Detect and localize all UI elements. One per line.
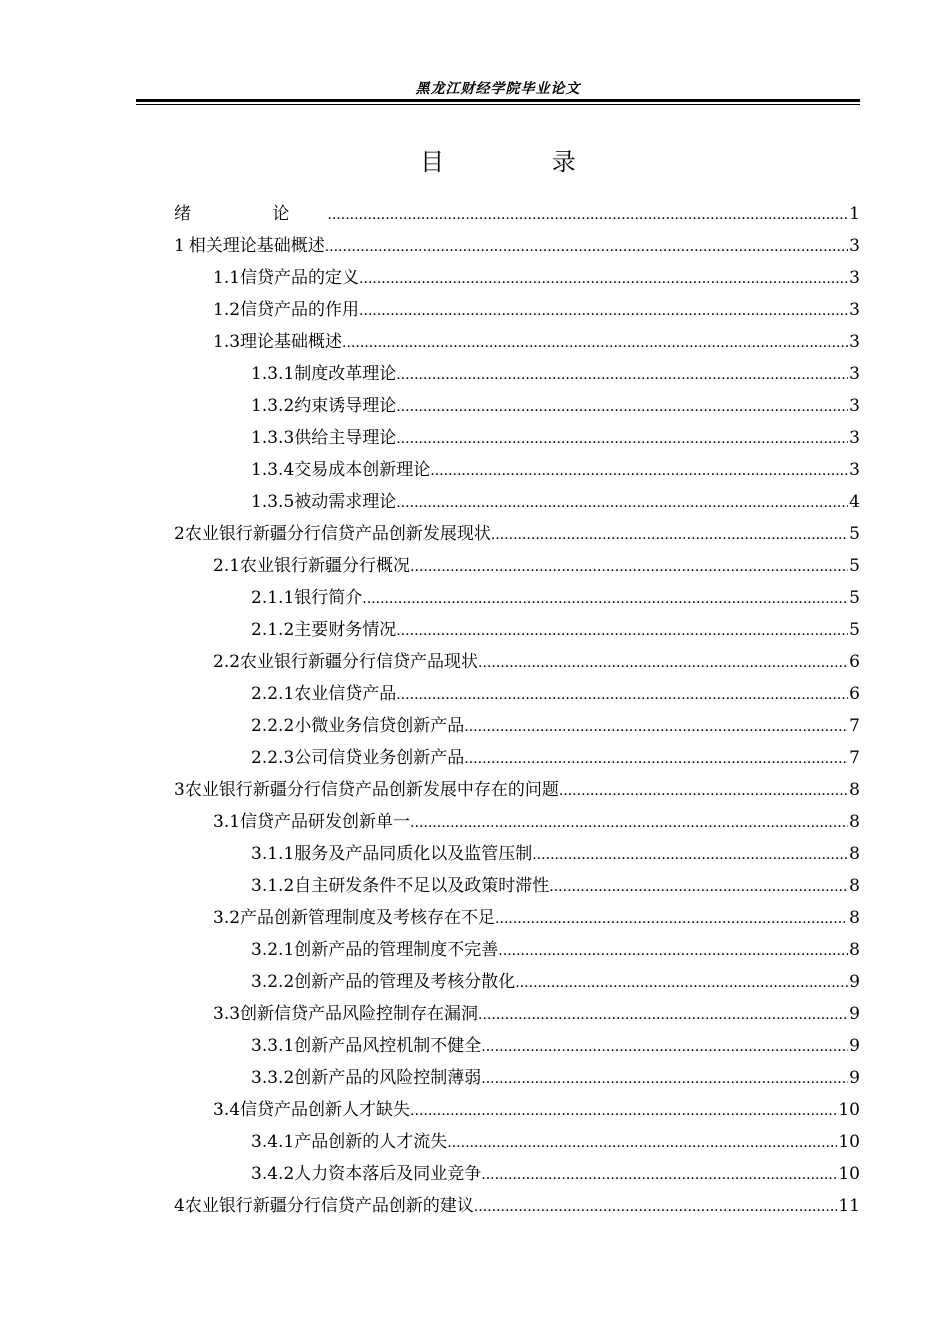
toc-entry[interactable] bbox=[213, 294, 860, 326]
toc-entry-page-number: 6 bbox=[849, 684, 860, 704]
toc-entry-title: 主要财务情况 bbox=[294, 620, 397, 640]
toc-entry-number: 3 bbox=[174, 780, 185, 800]
toc-entry-title: 信贷产品的定义 bbox=[240, 268, 360, 288]
toc-entry-title: 产品创新管理制度及考核存在不足 bbox=[240, 908, 496, 928]
toc-entry-title: 创新产品的管理及考核分散化 bbox=[294, 972, 516, 992]
toc-entry-page-number: 7 bbox=[849, 748, 860, 768]
toc-entry[interactable] bbox=[213, 646, 860, 678]
running-header: 黑龙江财经学院毕业论文 bbox=[415, 81, 581, 97]
toc-entry[interactable] bbox=[251, 678, 860, 710]
toc-entry[interactable] bbox=[251, 966, 860, 998]
toc-entry-number: 3.2.1 bbox=[251, 940, 295, 960]
toc-entry-page-number: 7 bbox=[849, 716, 860, 736]
toc-entry-title: 农业信贷产品 bbox=[294, 684, 397, 704]
toc-entry-number: 3.4.2 bbox=[251, 1164, 295, 1184]
toc-entry[interactable] bbox=[213, 326, 860, 358]
toc-entry-number: 1 bbox=[174, 236, 185, 256]
toc-entry-page-number: 3 bbox=[849, 364, 860, 384]
toc-entry[interactable] bbox=[174, 1190, 860, 1222]
toc-entry-title: 信贷产品的作用 bbox=[240, 300, 360, 320]
toc-dot-leader bbox=[430, 455, 848, 487]
toc-dot-leader bbox=[498, 935, 848, 967]
toc-dot-leader bbox=[478, 999, 848, 1031]
toc-entry-title: 信贷产品创新人才缺失 bbox=[240, 1100, 411, 1120]
toc-entry-title: 创新信贷产品风险控制存在漏洞 bbox=[240, 1004, 479, 1024]
toc-entry-page-number: 3 bbox=[849, 268, 860, 288]
toc-dot-leader bbox=[559, 775, 848, 807]
toc-entry-number: 2.1.2 bbox=[251, 620, 295, 640]
toc-entry-title: 相关理论基础概述 bbox=[188, 236, 325, 256]
toc-entry-page-number: 9 bbox=[849, 1036, 860, 1056]
toc-entry-page-number: 5 bbox=[849, 556, 860, 576]
toc-entry-page-number: 8 bbox=[849, 844, 860, 864]
toc-entry-page-number: 5 bbox=[849, 588, 860, 608]
toc-entry[interactable] bbox=[251, 486, 860, 518]
toc-entry[interactable] bbox=[251, 614, 860, 646]
toc-entry-title: 创新产品的管理制度不完善 bbox=[294, 940, 499, 960]
toc-entry-page-number: 9 bbox=[849, 1004, 860, 1024]
toc-dot-leader bbox=[549, 871, 848, 903]
toc-entry-page-number: 8 bbox=[849, 812, 860, 832]
toc-entry[interactable] bbox=[251, 870, 860, 902]
toc-entry-number: 1.3.3 bbox=[251, 428, 295, 448]
toc-entry-page-number: 3 bbox=[849, 300, 860, 320]
toc-entry[interactable] bbox=[213, 1094, 860, 1126]
toc-entry-number: 1.1 bbox=[213, 268, 241, 288]
toc-dot-leader bbox=[447, 1127, 837, 1159]
toc-dot-leader bbox=[342, 327, 848, 359]
toc-entry-title: 小微业务信贷创新产品 bbox=[294, 716, 465, 736]
toc-entry[interactable] bbox=[251, 1126, 860, 1158]
toc-entry-number: 1.3.1 bbox=[251, 364, 295, 384]
toc-dot-leader bbox=[327, 199, 848, 231]
toc-entry-title: 创新产品的风险控制薄弱 bbox=[294, 1068, 482, 1088]
toc-entry-number: 1.3.2 bbox=[251, 396, 295, 416]
toc-entry-title: 供给主导理论 bbox=[294, 428, 397, 448]
toc-dot-leader bbox=[491, 519, 848, 551]
toc-dot-leader bbox=[359, 263, 848, 295]
toc-dot-leader bbox=[481, 1159, 837, 1191]
toc-entry-number: 2.1 bbox=[213, 556, 241, 576]
toc-entry[interactable] bbox=[213, 262, 860, 294]
toc-entry-number: 3.1.1 bbox=[251, 844, 295, 864]
toc-entry-number: 2.1.1 bbox=[251, 588, 295, 608]
header-rule-thin bbox=[136, 104, 860, 105]
toc-dot-leader bbox=[495, 903, 848, 935]
toc-dot-leader bbox=[532, 839, 848, 871]
toc-dot-leader bbox=[478, 647, 848, 679]
toc-entry-page-number: 3 bbox=[849, 428, 860, 448]
toc-entry-title: 交易成本创新理论 bbox=[294, 460, 431, 480]
toc-entry[interactable] bbox=[174, 518, 860, 550]
toc-entry-title: 制度改革理论 bbox=[294, 364, 397, 384]
toc-entry-page-number: 6 bbox=[849, 652, 860, 672]
toc-entry-title: 服务及产品同质化以及监管压制 bbox=[294, 844, 533, 864]
toc-entry-page-number: 1 bbox=[849, 204, 860, 224]
toc-entry[interactable] bbox=[213, 902, 860, 934]
toc-dot-leader bbox=[396, 391, 848, 423]
toc-dot-leader bbox=[359, 295, 848, 327]
toc-entry-number: 1.3.5 bbox=[251, 492, 295, 512]
toc-entry-page-number: 8 bbox=[849, 940, 860, 960]
toc-dot-leader bbox=[481, 1031, 848, 1063]
toc-entry[interactable] bbox=[174, 198, 860, 230]
toc-entry-number: 2.2.1 bbox=[251, 684, 295, 704]
toc-entry[interactable] bbox=[251, 838, 860, 870]
toc-dot-leader bbox=[464, 743, 848, 775]
toc-entry-title: 创新产品风控机制不健全 bbox=[294, 1036, 482, 1056]
toc-entry-page-number: 3 bbox=[849, 396, 860, 416]
toc-entry-number: 2.2 bbox=[213, 652, 241, 672]
toc-entry[interactable] bbox=[251, 1062, 860, 1094]
toc-entry-page-number: 8 bbox=[849, 780, 860, 800]
toc-entry-title: 理论基础概述 bbox=[240, 332, 343, 352]
toc-dot-leader bbox=[325, 231, 848, 263]
toc-entry-number: 1.3 bbox=[213, 332, 241, 352]
toc-entry-title: 农业银行新疆分行信贷产品现状 bbox=[240, 652, 479, 672]
toc-entry-number: 3.1 bbox=[213, 812, 241, 832]
toc-dot-leader bbox=[396, 615, 848, 647]
toc-dot-leader bbox=[481, 1063, 848, 1095]
toc-dot-leader bbox=[396, 679, 848, 711]
toc-entry-title: 农业银行新疆分行信贷产品创新发展现状 bbox=[184, 524, 491, 544]
toc-entry-page-number: 3 bbox=[849, 460, 860, 480]
toc-entry[interactable] bbox=[251, 710, 860, 742]
toc-entry-title: 农业银行新疆分行信贷产品创新的建议 bbox=[184, 1196, 474, 1216]
toc-entry-page-number: 5 bbox=[849, 524, 860, 544]
toc-entry-page-number: 9 bbox=[849, 972, 860, 992]
toc-entry-number: 3.3 bbox=[213, 1004, 241, 1024]
toc-dot-leader bbox=[396, 423, 848, 455]
toc-entry-title: 农业银行新疆分行信贷产品创新发展中存在的问题 bbox=[184, 780, 559, 800]
toc-entry-number: 3.4 bbox=[213, 1100, 241, 1120]
toc-entry-page-number: 3 bbox=[849, 236, 860, 256]
toc-entry-title: 农业银行新疆分行概况 bbox=[240, 556, 411, 576]
toc-entry-page-number: 8 bbox=[849, 908, 860, 928]
toc-entry[interactable] bbox=[251, 422, 860, 454]
toc-entry-number: 2 bbox=[174, 524, 185, 544]
toc-entry-title: 信贷产品研发创新单一 bbox=[240, 812, 411, 832]
toc-entry-number: 1.2 bbox=[213, 300, 241, 320]
toc-dot-leader bbox=[396, 487, 848, 519]
toc-entry[interactable] bbox=[213, 806, 860, 838]
toc-entry[interactable] bbox=[174, 774, 860, 806]
toc-entry-page-number: 4 bbox=[849, 492, 860, 512]
toc-dot-leader bbox=[410, 807, 848, 839]
toc-entry-title: 绪 论 bbox=[174, 204, 328, 224]
toc-entry-page-number: 9 bbox=[849, 1068, 860, 1088]
toc-dot-leader bbox=[410, 1095, 837, 1127]
toc-dot-leader bbox=[464, 711, 848, 743]
toc-entry-title: 人力资本落后及同业竞争 bbox=[294, 1164, 482, 1184]
toc-entry[interactable] bbox=[251, 390, 860, 422]
toc-dot-leader bbox=[362, 583, 848, 615]
toc-entry[interactable] bbox=[251, 582, 860, 614]
toc-entry-number: 3.3.1 bbox=[251, 1036, 295, 1056]
toc-entry[interactable] bbox=[251, 1030, 860, 1062]
toc-entry[interactable] bbox=[251, 934, 860, 966]
toc-entry[interactable] bbox=[213, 550, 860, 582]
toc-entry-number: 2.2.2 bbox=[251, 716, 295, 736]
toc-entry-number: 3.2 bbox=[213, 908, 241, 928]
toc-entry[interactable] bbox=[213, 998, 860, 1030]
header-rule-thick bbox=[136, 99, 860, 102]
toc-dot-leader bbox=[474, 1191, 838, 1223]
toc-entry-title: 产品创新的人才流失 bbox=[294, 1132, 448, 1152]
toc-entry-page-number: 11 bbox=[838, 1196, 860, 1216]
toc-entry-page-number: 5 bbox=[849, 620, 860, 640]
toc-entry[interactable] bbox=[251, 454, 860, 486]
toc-entry-title: 公司信贷业务创新产品 bbox=[294, 748, 465, 768]
toc-entry-title: 银行简介 bbox=[294, 588, 363, 608]
toc-entry[interactable] bbox=[251, 1158, 860, 1190]
toc-entry-number: 3.1.2 bbox=[251, 876, 295, 896]
toc-entry-number: 1.3.4 bbox=[251, 460, 295, 480]
toc-entry-title: 约束诱导理论 bbox=[294, 396, 397, 416]
toc-dot-leader bbox=[396, 359, 848, 391]
toc-entry-number: 4 bbox=[174, 1196, 185, 1216]
toc-entry[interactable] bbox=[251, 742, 860, 774]
toc-dot-leader bbox=[410, 551, 848, 583]
page-title: 目 录 bbox=[420, 148, 626, 176]
toc-dot-leader bbox=[515, 967, 848, 999]
toc-entry-page-number: 3 bbox=[849, 332, 860, 352]
toc-entry-number: 3.2.2 bbox=[251, 972, 295, 992]
toc-entry-page-number: 8 bbox=[849, 876, 860, 896]
toc-entry-number: 3.3.2 bbox=[251, 1068, 295, 1088]
toc-entry-number: 3.4.1 bbox=[251, 1132, 295, 1152]
toc-entry-page-number: 10 bbox=[838, 1132, 860, 1152]
toc-entry-page-number: 10 bbox=[838, 1164, 860, 1184]
toc-entry-number: 2.2.3 bbox=[251, 748, 295, 768]
toc-entry-page-number: 10 bbox=[838, 1100, 860, 1120]
toc-entry-title: 自主研发条件不足以及政策时滞性 bbox=[294, 876, 550, 896]
toc-entry-title: 被动需求理论 bbox=[294, 492, 397, 512]
toc-entry[interactable] bbox=[251, 358, 860, 390]
toc-entry[interactable] bbox=[174, 230, 860, 262]
